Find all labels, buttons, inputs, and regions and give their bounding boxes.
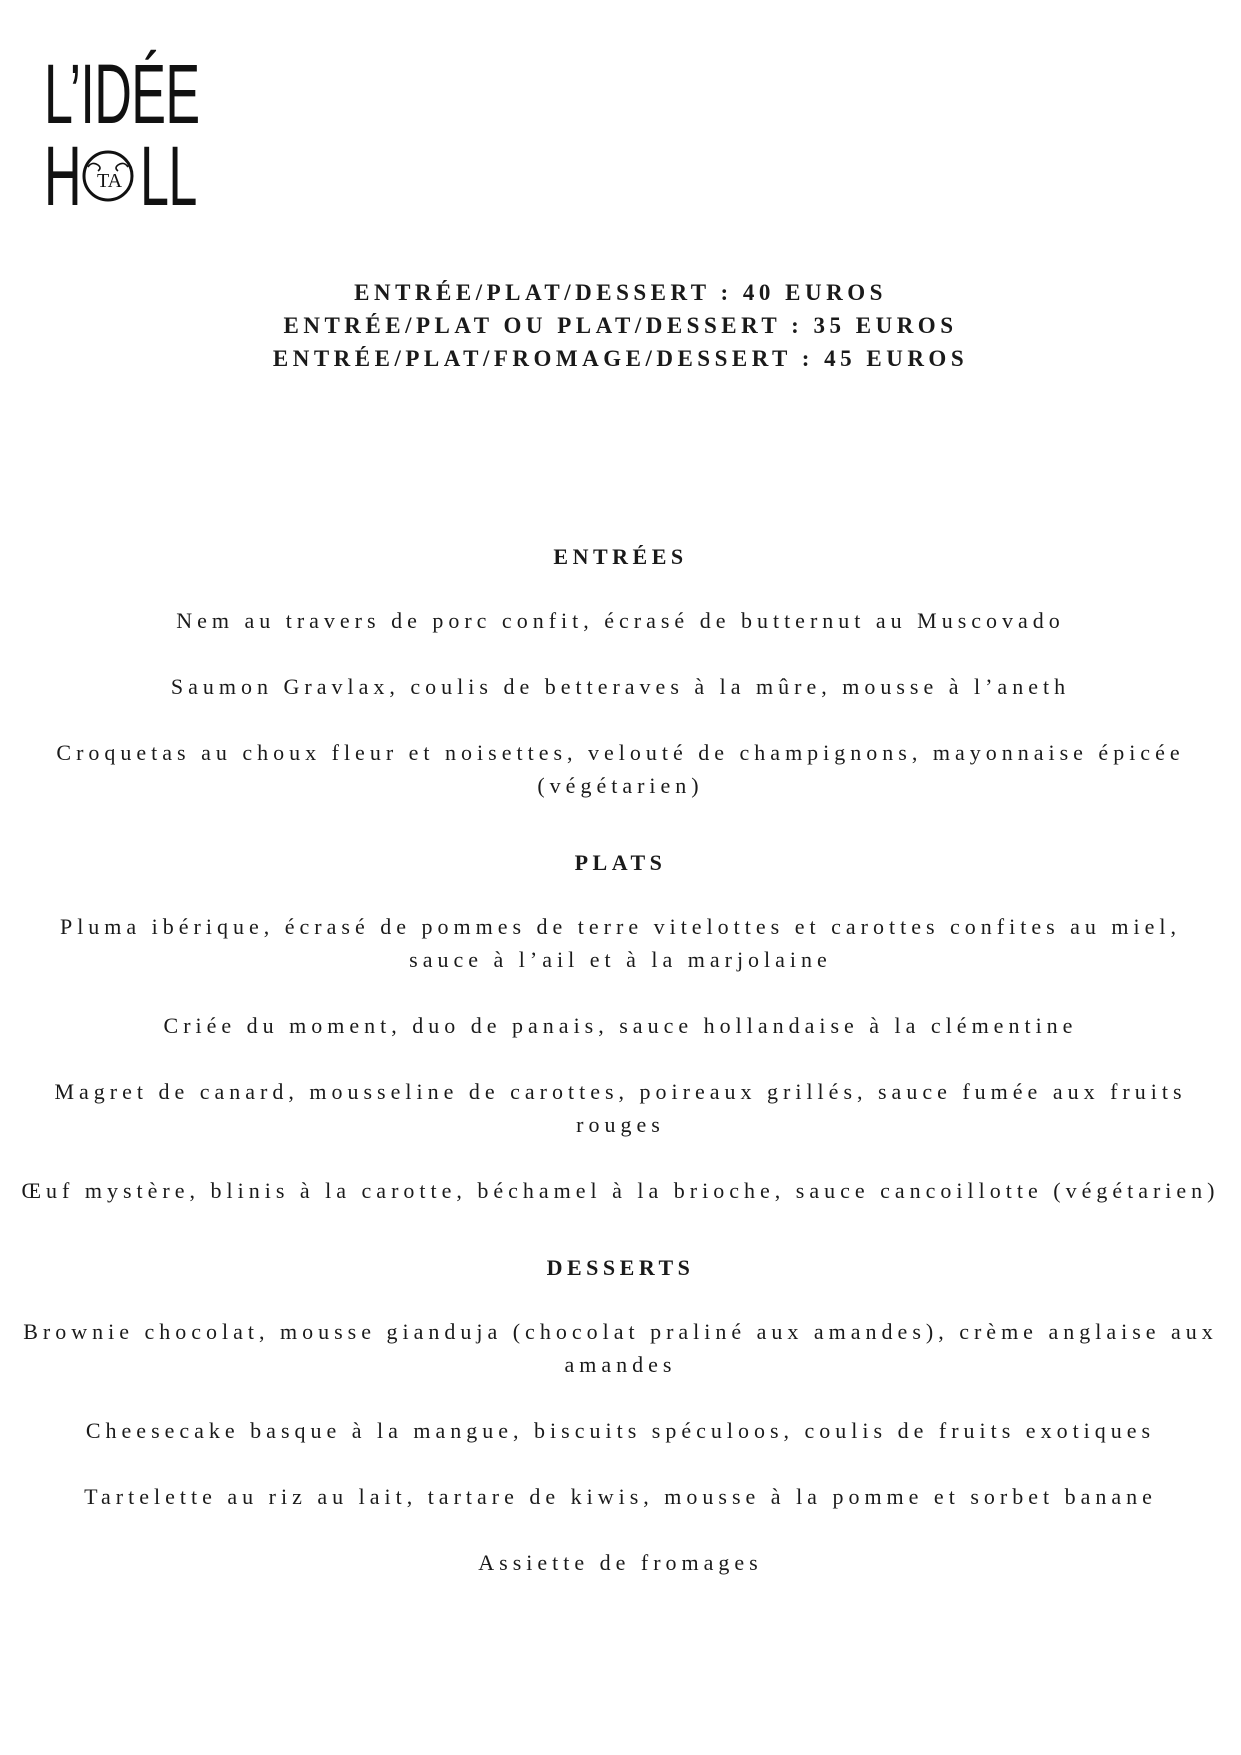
logo-line-1: L’IDÉE [44, 47, 200, 141]
section-title: ENTRÉES [553, 544, 688, 569]
menu-item: Œuf mystère, blinis à la carotte, béchamel à la brioche, sauce cancoillotte (végétarien) [21, 1178, 1220, 1203]
logo-letter-h: H [44, 129, 82, 223]
menu-item: Magret de canard, mousseline de carottes, poireaux grillés, sauce fumée aux fruits rouges [54, 1079, 1187, 1137]
menu-item: Croquetas au choux fleur et noisettes, velouté de champignons, mayonnaise épicée (végétarien) [56, 740, 1185, 798]
logo-letters-ll: LL [140, 129, 197, 223]
menu-item: Brownie chocolat, mousse gianduja (chocolat praliné aux amandes), crème anglaise aux amandes [23, 1319, 1218, 1377]
menu-item: Nem au travers de porc confit, écrasé de butternut au Muscovado [176, 608, 1065, 633]
logo-line-2 [44, 129, 210, 223]
section-entrees [20, 540, 1221, 802]
price-option-full: ENTRÉE/PLAT/DESSERT : 40 EUROS [354, 280, 887, 305]
logo-emblem-icon [82, 143, 134, 209]
pricing-block [0, 276, 1241, 375]
menu-item: Saumon Gravlax, coulis de betteraves à la mûre, mousse à l’aneth [170, 674, 1071, 699]
menu-item: Tartelette au riz au lait, tartare de kiwis, mousse à la pomme et sorbet banane [84, 1484, 1157, 1509]
section-plats [20, 846, 1221, 1207]
menu [20, 540, 1221, 1623]
menu-item: Criée du moment, duo de panais, sauce hollandaise à la clémentine [163, 1013, 1078, 1038]
price-option-two-courses: ENTRÉE/PLAT OU PLAT/DESSERT : 35 EUROS [283, 313, 958, 338]
price-option-with-cheese: ENTRÉE/PLAT/FROMAGE/DESSERT : 45 EUROS [272, 346, 969, 371]
restaurant-logo [44, 47, 214, 223]
menu-item: Cheesecake basque à la mangue, biscuits spéculoos, coulis de fruits exotiques [85, 1418, 1156, 1443]
menu-item: Pluma ibérique, écrasé de pommes de terre vitelottes et carottes confites au miel, sauce à l’ail et à la marjolaine [59, 914, 1182, 972]
menu-item: Assiette de fromages [478, 1550, 763, 1575]
section-title: DESSERTS [546, 1255, 695, 1280]
section-title: PLATS [574, 850, 667, 875]
emblem-text: TA [97, 170, 123, 192]
section-desserts [20, 1251, 1221, 1579]
